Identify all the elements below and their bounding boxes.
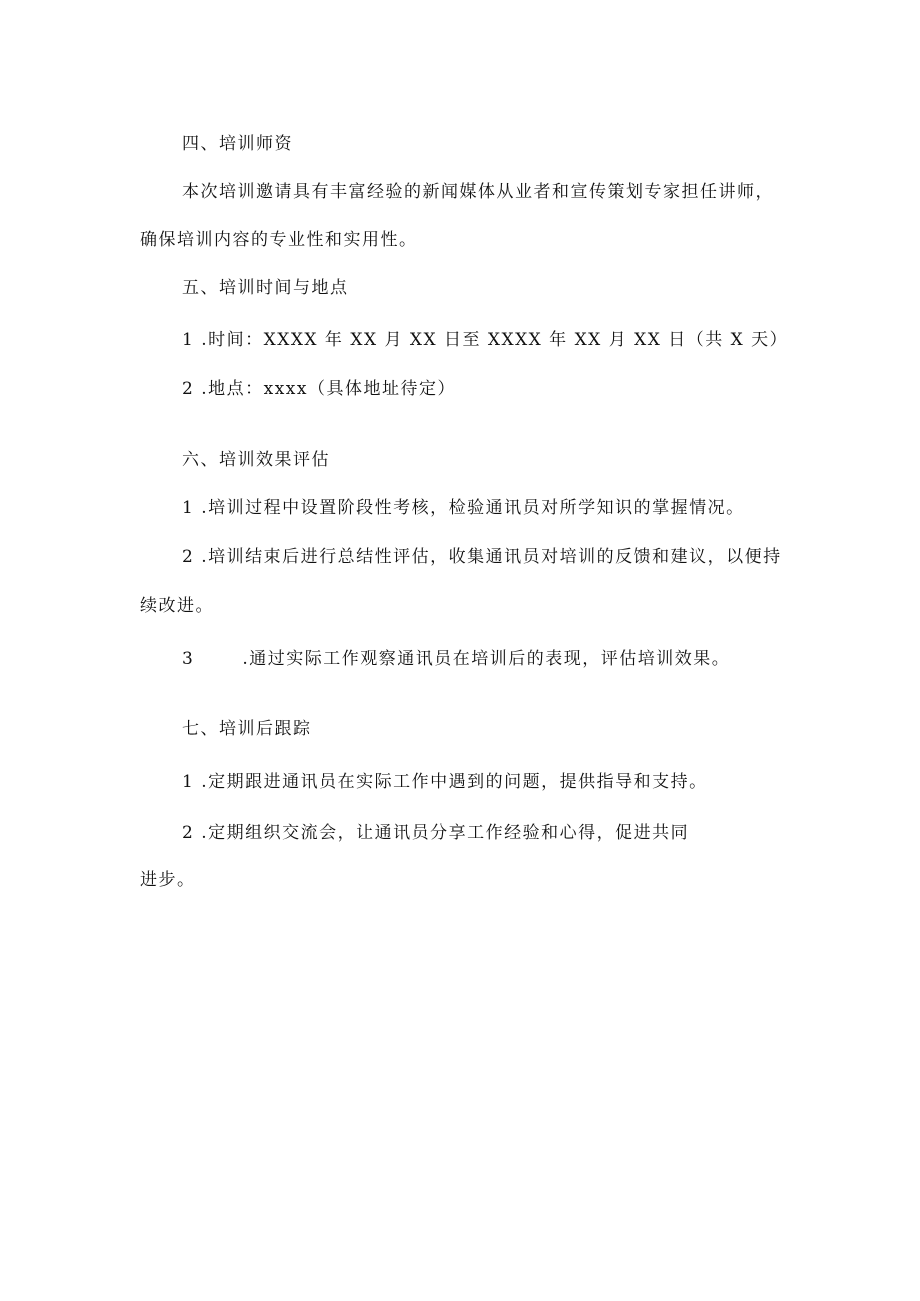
section-heading-time-location: 五、培训时间与地点	[182, 278, 349, 298]
follow-up-item-1: 1 .定期跟进通讯员在实际工作中遇到的问题，提供指导和支持。	[182, 772, 708, 792]
evaluation-item-1: 1 .培训过程中设置阶段性考核，检验通讯员对所学知识的掌握情况。	[182, 498, 745, 518]
evaluation-item-2-line-1: 2 .培训结束后进行总结性评估，收集通讯员对培训的反馈和建议，以便持	[182, 547, 782, 567]
section-heading-faculty: 四、培训师资	[182, 134, 293, 154]
section-heading-evaluation: 六、培训效果评估	[182, 450, 330, 470]
evaluation-item-3	[182, 648, 730, 670]
evaluation-item-3-number: 3	[182, 649, 195, 669]
faculty-paragraph-line-1: 本次培训邀请具有丰富经验的新闻媒体从业者和宣传策划专家担任讲师，	[182, 182, 774, 202]
location-item: 2 .地点：xxxx（具体地址待定）	[182, 379, 456, 399]
section-heading-follow-up: 七、培训后跟踪	[182, 719, 312, 739]
follow-up-item-2-line-2: 进步。	[140, 870, 196, 890]
time-item: 1 .时间：XXXX 年 XX 月 XX 日至 XXXX 年 XX 月 XX 日（共 X 天）	[182, 330, 789, 350]
evaluation-item-3-text: .通过实际工作观察通讯员在培训后的表现，评估培训效果。	[242, 649, 731, 669]
evaluation-item-2-line-2: 续改进。	[140, 596, 214, 616]
faculty-paragraph-line-2: 确保培训内容的专业性和实用性。	[140, 230, 418, 250]
follow-up-item-2-line-1: 2 .定期组织交流会，让通讯员分享工作经验和心得，促进共同	[182, 823, 690, 843]
